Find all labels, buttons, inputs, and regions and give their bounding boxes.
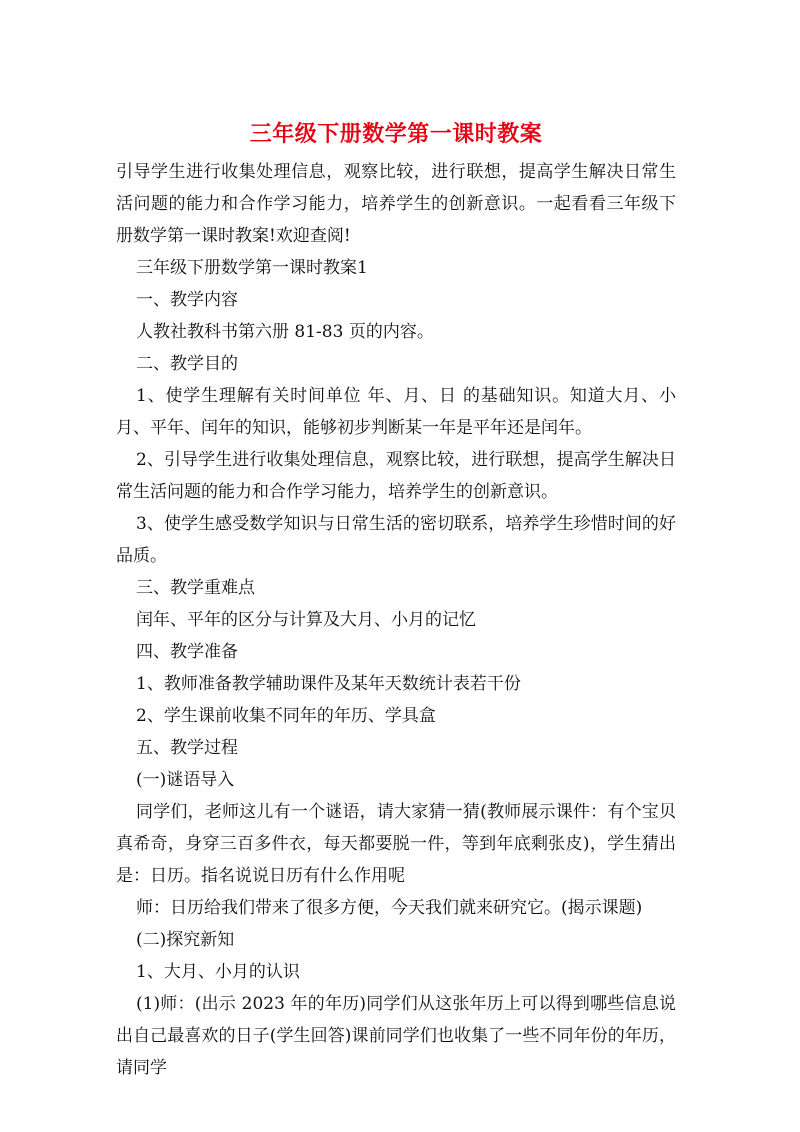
section-heading-process: 五、教学过程	[136, 738, 238, 758]
subheading-explore: (二)探究新知	[136, 930, 235, 950]
preparation-2: 2、学生课前收集不同年的年历、学具盒	[136, 706, 436, 726]
objective-1: 1、使学生理解有关时间单位 年、月、日 的基础知识。知道大月、小月、平年、闰年的知识，能够初步判断某一年是平年还是闰年。	[116, 386, 676, 438]
document-title: 三年级下册数学第一课时教案	[249, 122, 543, 147]
intro-paragraph: 引导学生进行收集处理信息，观察比较，进行联想，提高学生解决日常生活问题的能力和合作学习能力，培养学生的创新意识。一起看看三年级下册数学第一课时教案!欢迎查阅!	[116, 162, 676, 246]
riddle-paragraph: 同学们，老师这儿有一个谜语，请大家猜一猜(教师展示课件：有个宝贝真希奇，身穿三百多件衣，每天都要脱一件，等到年底剩张皮)，学生猜出是：日历。指名说说日历有什么作用呢	[116, 802, 676, 886]
section-heading-preparation: 四、教学准备	[136, 642, 238, 662]
teacher-remark: 师：日历给我们带来了很多方便，今天我们就来研究它。(揭示课题)	[136, 898, 643, 918]
preparation-1: 1、教师准备教学辅助课件及某年天数统计表若干份	[136, 674, 521, 694]
section-heading-content: 一、教学内容	[136, 290, 238, 310]
section-heading-objectives: 二、教学目的	[136, 354, 238, 374]
content-text: 人教社教科书第六册 81-83 页的内容。	[136, 322, 434, 342]
objective-2: 2、引导学生进行收集处理信息，观察比较，进行联想，提高学生解决日常生活问题的能力和合作学习能力，培养学生的创新意识。	[116, 450, 676, 502]
objective-3: 3、使学生感受数学知识与日常生活的密切联系，培养学生珍惜时间的好品质。	[116, 514, 676, 566]
subheading-big-small-month: 1、大月、小月的认识	[136, 962, 300, 982]
subheading-riddle: (一)谜语导入	[136, 770, 235, 790]
lesson-plan-heading: 三年级下册数学第一课时教案1	[136, 258, 368, 278]
section-heading-key-points: 三、教学重难点	[136, 578, 255, 598]
step-1-paragraph: (1)师：(出示 2023 年的年历)同学们从这张年历上可以得到哪些信息说出自己最喜欢的日子(学生回答)课前同学们也收集了一些不同年份的年历，请同学	[116, 994, 676, 1078]
key-points-text: 闰年、平年的区分与计算及大月、小月的记忆	[136, 610, 476, 630]
